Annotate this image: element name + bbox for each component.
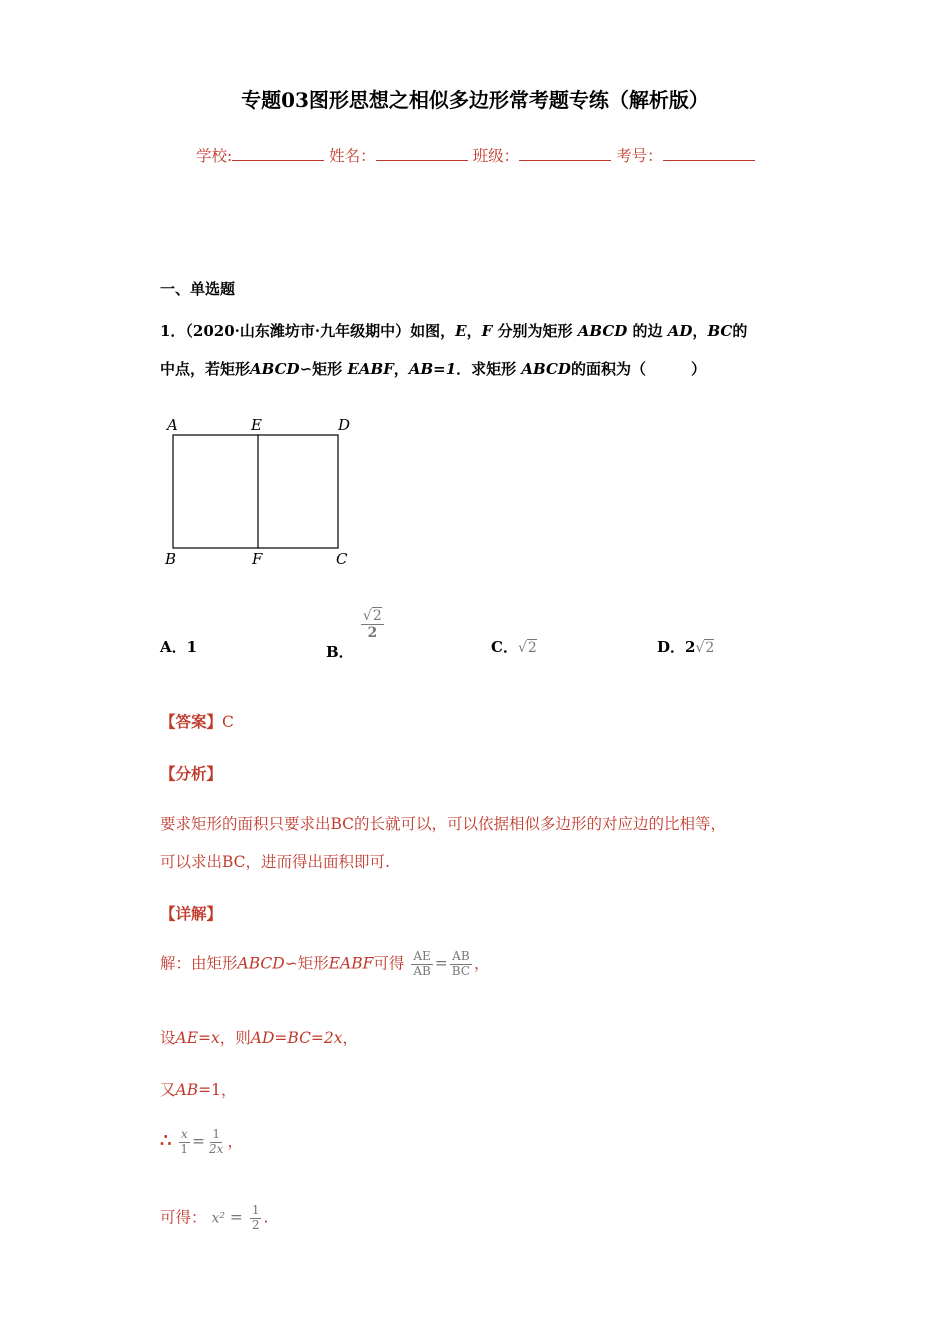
student-info-line [196,144,755,166]
rect-abcd [173,435,338,548]
question-line-1: 1．（2020·山东潍坊市·九年级期中）如图，E，F 分别为矩形 ABCD 的边 AD，BC的 [160,322,748,340]
detail-step-3: 又AB=1， [160,1081,237,1099]
name-field[interactable] [376,146,468,161]
school-field[interactable] [232,146,324,161]
detail-step-4: ∴ $\frac{x}{1}$ = $\frac{1}{2x}$ ， [160,1127,243,1156]
option-d-sqrt: √2 [695,640,715,656]
question-line-2: 中点，若矩形ABCD∽矩形 EABF，AB=1．求矩形 ABCD的面积为（ ） [160,360,706,378]
class-label: 班级： [472,147,520,165]
option-c[interactable]: C．√2 [491,638,537,656]
detail-step-1: 解：由矩形ABCD∽矩形EABF可得 $\frac{AE}{AB}$ = $\frac{AB}{BC}$ ， [160,949,490,978]
detail-step-2: 设AE=x，则AD=BC=2x， [160,1029,359,1047]
option-b[interactable]: B． $\frac{√2}{2}$ [326,608,382,661]
label-a: A [167,416,178,434]
analysis-tag: 【分析】 [160,764,223,783]
answer-line: 【答案】C [160,712,234,731]
exam-number-label: 考号： [616,147,663,165]
class-field[interactable] [519,146,611,161]
option-a[interactable]: A．1 [160,638,198,656]
school-label: 学校: [196,147,233,165]
rectangle-figure [160,412,360,572]
detail-tag: 【详解】 [160,904,223,923]
option-d[interactable]: D．2√2 [657,638,715,656]
analysis-line-1: 要求矩形的面积只要求出BC的长就可以，可以依据相似多边形的对应边的比相等， [160,815,727,833]
option-b-fraction: $\frac{√2}{2}$ [362,608,382,642]
page-title: 专题03图形思想之相似多边形常考题专练（解析版） [241,88,709,112]
exam-number-field[interactable] [663,146,755,161]
label-d: D [338,416,351,434]
analysis-line-2: 可以求出BC，进而得出面积即可. [160,853,390,871]
label-e: E [251,416,262,434]
section-heading: 一、单选题 [160,280,236,298]
option-c-sqrt: √2 [517,640,537,656]
label-b: B [165,550,177,568]
name-label: 姓名： [329,147,376,165]
detail-step-5: 可得： x² = $\frac{1}{2}$ . [160,1203,269,1232]
label-f: F [252,550,263,568]
label-c: C [336,550,348,568]
